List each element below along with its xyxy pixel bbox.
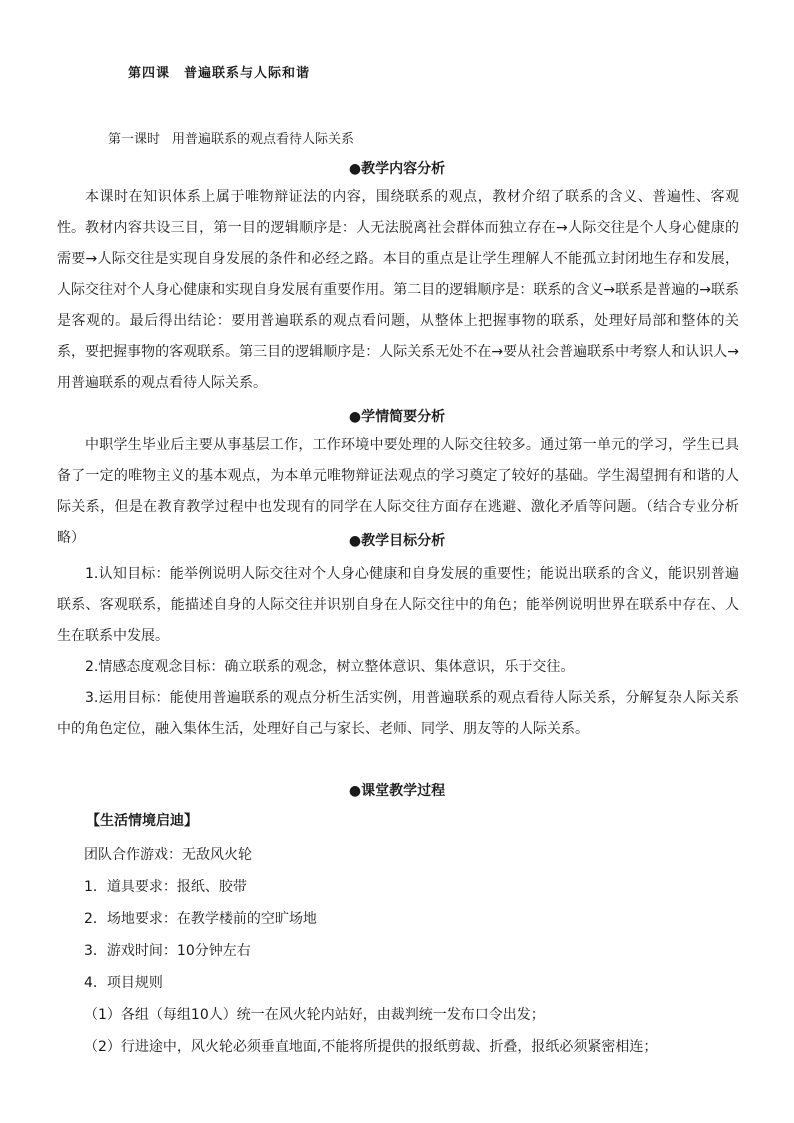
- period-name: 用普遍联系的观点看待人际关系: [172, 132, 355, 147]
- section-heading-process: ●课堂教学过程: [348, 783, 446, 799]
- lesson-number: 第四课: [128, 66, 171, 81]
- content-analysis-paragraph-2: 教材内容共设三目，第一目的逻辑顺序是：人无法脱离社会群体而独立存在→人际交往是个人身心健康的需要→人际交往是实现自身发展的条件和必经之路。本目的重点是让学生理解人不能孤立封闭地生存和发展，人际交往对个人身心健康和实现自身发展有重要作用。第二目的逻辑顺序是：联系的含义→联系是普遍的→联系是客观的。最后得出结论：要用普遍联系的观点看问题，从整体上把握事物的联系，处理好局部和整体的关系，要把握事物的客观联系。第三目的逻辑顺序是：人际关系无处不在→要从社会普遍联系中考察人和认识人→用普遍联系的观点看待人际关系。: [57, 220, 739, 391]
- section-heading-student-analysis: ●学情简要分析: [348, 409, 446, 425]
- content-analysis-paragraph-1: 本课时在知识体系上属于唯物辩证法的内容，围绕联系的观点，教材介绍了联系的含义、普遍性、客观性。: [57, 189, 739, 236]
- objective-application: 3.运用目标：能使用普遍联系的观点分析生活实例，用普遍联系的观点看待人际关系，分解复杂人际关系中的角色定位，融入集体生活，处理好自己与家长、老师、同学、朋友等的人际关系。: [57, 690, 739, 737]
- section-heading-content-analysis: ●教学内容分析: [348, 161, 446, 177]
- objective-cognitive: 1.认知目标：能举例说明人际交往对个人身心健康和自身发展的重要性；能说出联系的含义，能识别普遍联系、客观联系，能描述自身的人际交往并识别自身在人际交往中的角色；能举例说明世界在联系中存在、人生在联系中发展。: [57, 566, 739, 644]
- process-line: 3．游戏时间：10分钟左右: [84, 943, 251, 959]
- process-line: （2）行进途中，风火轮必须垂直地面,不能将所提供的报纸剪裁、折叠，报纸必须紧密相连；: [84, 1039, 658, 1055]
- lesson-name: 普遍联系与人际和谐: [184, 66, 311, 81]
- period-number: 第一课时: [108, 132, 161, 147]
- process-line: 4．项目规则: [84, 975, 163, 991]
- process-line: 2．场地要求：在教学楼前的空旷场地: [84, 911, 317, 927]
- section-heading-objectives: ●教学目标分析: [348, 533, 446, 549]
- period-title: [108, 128, 354, 147]
- process-sub-heading: 【生活情境启迪】: [86, 813, 198, 829]
- lesson-title: [128, 62, 310, 81]
- process-line: 1．道具要求：报纸、胶带: [84, 879, 247, 895]
- process-line: （1）各组（每组10人）统一在风火轮内站好，由裁判统一发布口令出发；: [84, 1007, 545, 1023]
- objective-affective: 2.情感态度观念目标：确立联系的观念，树立整体意识、集体意识，乐于交往。: [85, 659, 575, 675]
- student-analysis-paragraph: 中职学生毕业后主要从事基层工作，工作环境中要处理的人际交往较多。通过第一单元的学习，学生已具备了一定的唯物主义的基本观点，为本单元唯物辩证法观点的学习奠定了较好的基础。学生渴望拥有和谐的人际关系，但是在教育教学过程中也发现有的同学在人际交往方面存在逃避、激化矛盾等问题。（结合专业分析略）: [57, 437, 739, 546]
- process-line: 团队合作游戏：无敌风火轮: [84, 847, 252, 863]
